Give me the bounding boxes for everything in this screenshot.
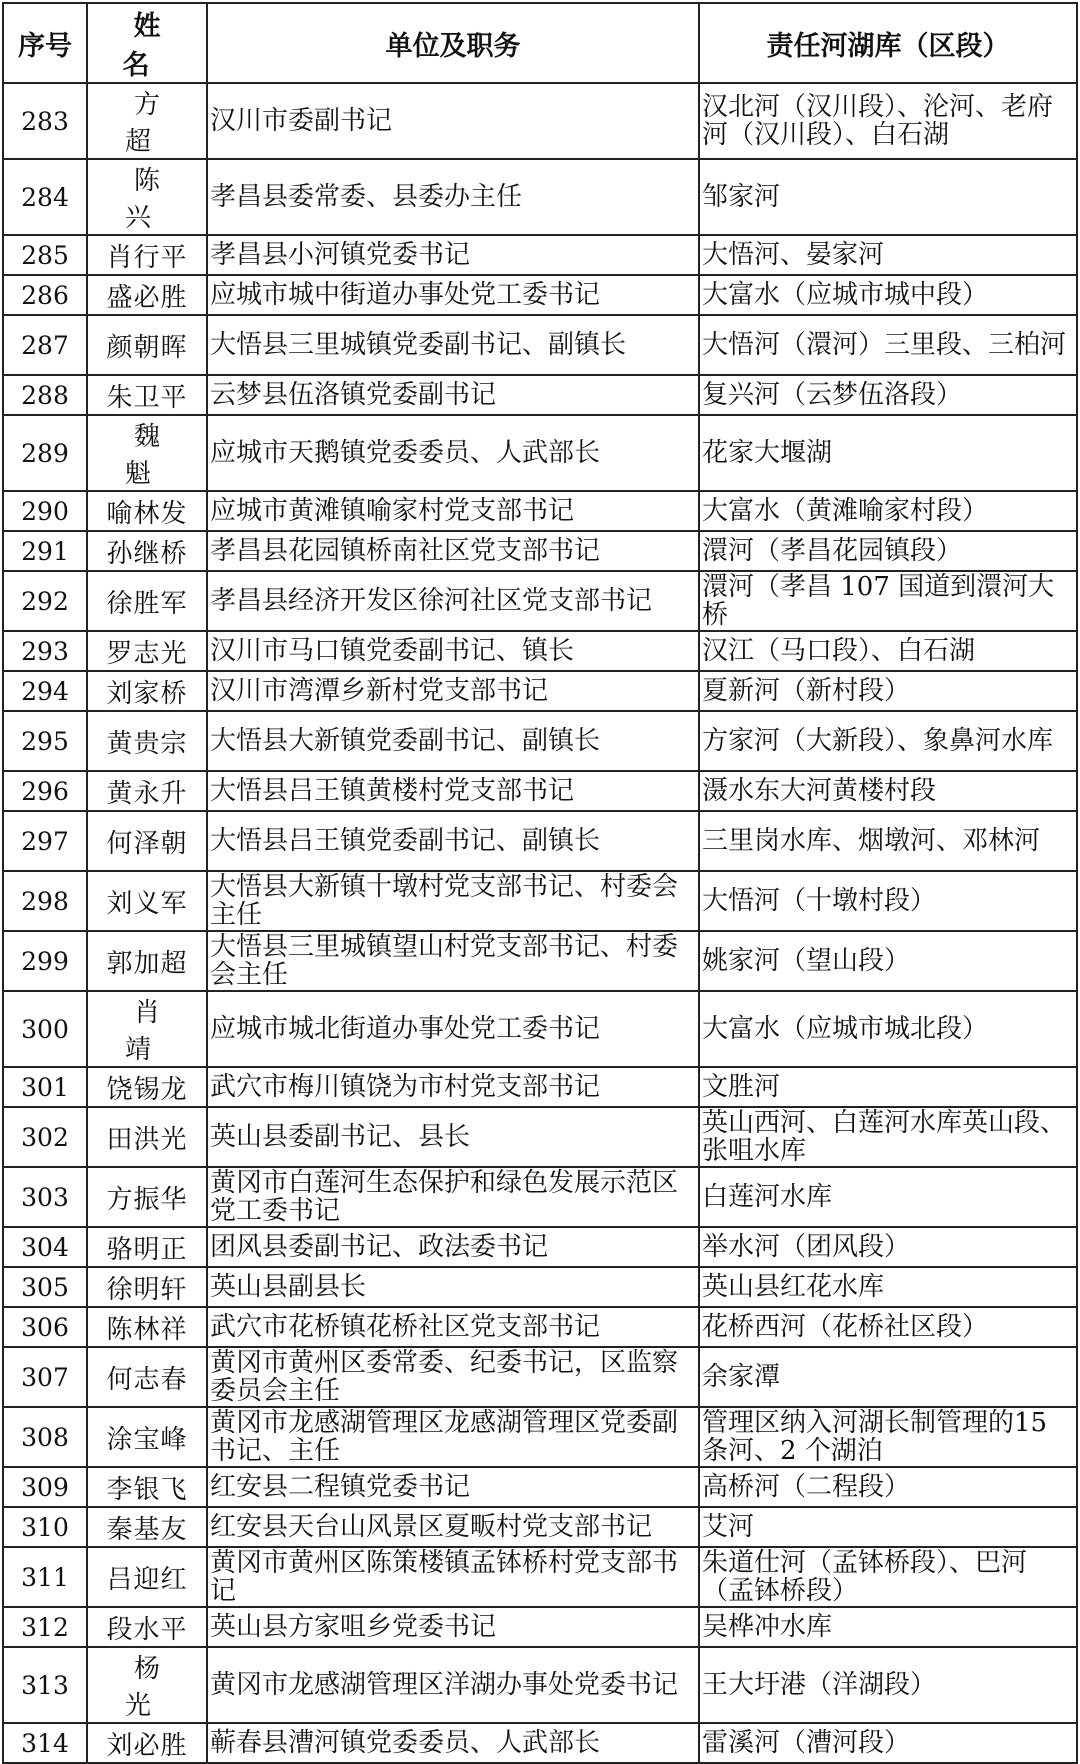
cell-serial-number: 294: [3, 671, 87, 711]
cell-serial-number: 288: [3, 375, 87, 415]
cell-name: 刘家桥: [87, 671, 207, 711]
table-row: [3, 771, 1077, 811]
cell-serial-number: 293: [3, 631, 87, 671]
table-row: [3, 991, 1077, 1067]
cell-unit-position: 大悟县大新镇党委副书记、副镇长: [207, 711, 699, 771]
cell-responsible-river: 花家大堰湖: [699, 415, 1077, 491]
cell-unit-position: 黄冈市黄州区委常委、纪委书记，区监察委员会主任: [207, 1347, 699, 1407]
cell-serial-number: 285: [3, 235, 87, 275]
cell-name: 陈林祥: [87, 1307, 207, 1347]
cell-responsible-river: 英山西河、白莲河水库英山段、张咀水库: [699, 1107, 1077, 1167]
cell-unit-position: 黄冈市龙感湖管理区洋湖办事处党委书记: [207, 1647, 699, 1723]
cell-unit-position: 大悟县吕王镇黄楼村党支部书记: [207, 771, 699, 811]
cell-serial-number: 284: [3, 159, 87, 235]
table-row: [3, 1547, 1077, 1607]
cell-responsible-river: 澴河（孝昌花园镇段）: [699, 531, 1077, 571]
cell-name: 魏 魁: [87, 415, 207, 491]
cell-name: 孙继桥: [87, 531, 207, 571]
table-row: [3, 1107, 1077, 1167]
cell-name: 何志春: [87, 1347, 207, 1407]
cell-unit-position: 应城市城北街道办事处党工委书记: [207, 991, 699, 1067]
cell-serial-number: 305: [3, 1267, 87, 1307]
table-row: [3, 1647, 1077, 1723]
table-row: [3, 571, 1077, 631]
cell-name: 何泽朝: [87, 811, 207, 871]
cell-name: 喻林发: [87, 491, 207, 531]
cell-responsible-river: 举水河（团风段）: [699, 1227, 1077, 1267]
cell-serial-number: 290: [3, 491, 87, 531]
cell-responsible-river: 姚家河（望山段）: [699, 931, 1077, 991]
cell-unit-position: 黄冈市白莲河生态保护和绿色发展示范区党工委书记: [207, 1167, 699, 1227]
cell-serial-number: 308: [3, 1407, 87, 1467]
cell-responsible-river: 大富水（应城市城北段）: [699, 991, 1077, 1067]
table-row: [3, 1227, 1077, 1267]
cell-serial-number: 297: [3, 811, 87, 871]
cell-name: 黄永升: [87, 771, 207, 811]
table-row: [3, 159, 1077, 235]
cell-name: 陈 兴: [87, 159, 207, 235]
cell-unit-position: 应城市天鹅镇党委委员、人武部长: [207, 415, 699, 491]
cell-serial-number: 310: [3, 1507, 87, 1547]
cell-name: 徐胜军: [87, 571, 207, 631]
cell-unit-position: 汉川市湾潭乡新村党支部书记: [207, 671, 699, 711]
cell-unit-position: 英山县方家咀乡党委书记: [207, 1607, 699, 1647]
table-row: [3, 1723, 1077, 1763]
table-row: [3, 931, 1077, 991]
cell-serial-number: 300: [3, 991, 87, 1067]
table-row: [3, 1167, 1077, 1227]
table-header-row: [3, 3, 1077, 83]
table-row: [3, 1267, 1077, 1307]
cell-serial-number: 289: [3, 415, 87, 491]
cell-responsible-river: 余家潭: [699, 1347, 1077, 1407]
cell-serial-number: 296: [3, 771, 87, 811]
cell-responsible-river: 英山县红花水库: [699, 1267, 1077, 1307]
cell-responsible-river: 滠水东大河黄楼村段: [699, 771, 1077, 811]
table-row: [3, 1407, 1077, 1467]
header-serial-number: 序号: [3, 3, 87, 83]
cell-unit-position: 孝昌县经济开发区徐河社区党支部书记: [207, 571, 699, 631]
cell-responsible-river: 汉北河（汉川段）、沦河、老府河（汉川段）、白石湖: [699, 83, 1077, 159]
cell-serial-number: 307: [3, 1347, 87, 1407]
cell-unit-position: 汉川市委副书记: [207, 83, 699, 159]
cell-unit-position: 英山县委副书记、县长: [207, 1107, 699, 1167]
cell-unit-position: 团风县委副书记、政法委书记: [207, 1227, 699, 1267]
cell-name: 刘义军: [87, 871, 207, 931]
cell-serial-number: 301: [3, 1067, 87, 1107]
table-row: [3, 631, 1077, 671]
cell-responsible-river: 朱道仕河（孟钵桥段）、巴河（孟钵桥段）: [699, 1547, 1077, 1607]
cell-unit-position: 大悟县大新镇十墩村党支部书记、村委会主任: [207, 871, 699, 931]
cell-serial-number: 302: [3, 1107, 87, 1167]
cell-name: 郭加超: [87, 931, 207, 991]
cell-name: 徐明轩: [87, 1267, 207, 1307]
cell-unit-position: 应城市黄滩镇喻家村党支部书记: [207, 491, 699, 531]
cell-responsible-river: 夏新河（新村段）: [699, 671, 1077, 711]
cell-responsible-river: 高桥河（二程段）: [699, 1467, 1077, 1507]
cell-serial-number: 303: [3, 1167, 87, 1227]
cell-responsible-river: 吴桦冲水库: [699, 1607, 1077, 1647]
table-row: [3, 811, 1077, 871]
cell-unit-position: 黄冈市黄州区陈策楼镇孟钵桥村党支部书记: [207, 1547, 699, 1607]
cell-serial-number: 311: [3, 1547, 87, 1607]
cell-responsible-river: 复兴河（云梦伍洛段）: [699, 375, 1077, 415]
river-chief-table: [2, 2, 1078, 1764]
table-row: [3, 871, 1077, 931]
cell-responsible-river: 雷溪河（漕河段）: [699, 1723, 1077, 1763]
cell-serial-number: 295: [3, 711, 87, 771]
cell-name: 骆明正: [87, 1227, 207, 1267]
cell-serial-number: 299: [3, 931, 87, 991]
cell-responsible-river: 管理区纳入河湖长制管理的15 条河、2 个湖泊: [699, 1407, 1077, 1467]
cell-serial-number: 283: [3, 83, 87, 159]
cell-responsible-river: 大悟河、晏家河: [699, 235, 1077, 275]
cell-name: 吕迎红: [87, 1547, 207, 1607]
cell-responsible-river: 花桥西河（花桥社区段）: [699, 1307, 1077, 1347]
cell-name: 李银飞: [87, 1467, 207, 1507]
header-responsible-river: 责任河湖库（区段）: [699, 3, 1077, 83]
cell-name: 盛必胜: [87, 275, 207, 315]
cell-responsible-river: 三里岗水库、烟墩河、邓林河: [699, 811, 1077, 871]
cell-unit-position: 应城市城中街道办事处党工委书记: [207, 275, 699, 315]
cell-name: 段水平: [87, 1607, 207, 1647]
cell-serial-number: 287: [3, 315, 87, 375]
cell-responsible-river: 王大圩港（洋湖段）: [699, 1647, 1077, 1723]
cell-name: 方 超: [87, 83, 207, 159]
table-row: [3, 375, 1077, 415]
cell-name: 黄贵宗: [87, 711, 207, 771]
header-unit-position: 单位及职务: [207, 3, 699, 83]
cell-responsible-river: 方家河（大新段）、象鼻河水库: [699, 711, 1077, 771]
cell-responsible-river: 大富水（应城市城中段）: [699, 275, 1077, 315]
cell-responsible-river: 白莲河水库: [699, 1167, 1077, 1227]
cell-responsible-river: 汉江（马口段）、白石湖: [699, 631, 1077, 671]
table-row: [3, 275, 1077, 315]
table-row: [3, 711, 1077, 771]
table-row: [3, 235, 1077, 275]
cell-unit-position: 孝昌县花园镇桥南社区党支部书记: [207, 531, 699, 571]
cell-responsible-river: 文胜河: [699, 1067, 1077, 1107]
cell-unit-position: 汉川市马口镇党委副书记、镇长: [207, 631, 699, 671]
header-name: 姓 名: [87, 3, 207, 83]
cell-serial-number: 306: [3, 1307, 87, 1347]
table-row: [3, 1507, 1077, 1547]
cell-unit-position: 大悟县三里城镇党委副书记、副镇长: [207, 315, 699, 375]
cell-responsible-river: 澴河（孝昌 107 国道到澴河大桥: [699, 571, 1077, 631]
table-row: [3, 1467, 1077, 1507]
cell-unit-position: 红安县二程镇党委书记: [207, 1467, 699, 1507]
table-row: [3, 531, 1077, 571]
cell-serial-number: 291: [3, 531, 87, 571]
cell-name: 涂宝峰: [87, 1407, 207, 1467]
cell-name: 刘必胜: [87, 1723, 207, 1763]
table-row: [3, 415, 1077, 491]
cell-unit-position: 英山县副县长: [207, 1267, 699, 1307]
table-row: [3, 671, 1077, 711]
table-row: [3, 1347, 1077, 1407]
cell-serial-number: 286: [3, 275, 87, 315]
cell-unit-position: 孝昌县小河镇党委书记: [207, 235, 699, 275]
cell-unit-position: 武穴市花桥镇花桥社区党支部书记: [207, 1307, 699, 1347]
table-row: [3, 1307, 1077, 1347]
cell-serial-number: 309: [3, 1467, 87, 1507]
cell-serial-number: 292: [3, 571, 87, 631]
cell-unit-position: 大悟县吕王镇党委副书记、副镇长: [207, 811, 699, 871]
cell-serial-number: 312: [3, 1607, 87, 1647]
cell-serial-number: 313: [3, 1647, 87, 1723]
cell-unit-position: 红安县天台山风景区夏畈村党支部书记: [207, 1507, 699, 1547]
cell-responsible-river: 艾河: [699, 1507, 1077, 1547]
cell-name: 肖 靖: [87, 991, 207, 1067]
table-row: [3, 491, 1077, 531]
cell-name: 杨 光: [87, 1647, 207, 1723]
table-row: [3, 315, 1077, 375]
cell-responsible-river: 邹家河: [699, 159, 1077, 235]
cell-unit-position: 武穴市梅川镇饶为市村党支部书记: [207, 1067, 699, 1107]
cell-responsible-river: 大悟河（澴河）三里段、三柏河: [699, 315, 1077, 375]
cell-unit-position: 黄冈市龙感湖管理区龙感湖管理区党委副书记、主任: [207, 1407, 699, 1467]
table-row: [3, 83, 1077, 159]
cell-serial-number: 314: [3, 1723, 87, 1763]
cell-name: 方振华: [87, 1167, 207, 1227]
cell-unit-position: 蕲春县漕河镇党委委员、人武部长: [207, 1723, 699, 1763]
cell-serial-number: 298: [3, 871, 87, 931]
cell-responsible-river: 大富水（黄滩喻家村段）: [699, 491, 1077, 531]
table-row: [3, 1067, 1077, 1107]
cell-unit-position: 大悟县三里城镇望山村党支部书记、村委会主任: [207, 931, 699, 991]
cell-name: 颜朝晖: [87, 315, 207, 375]
cell-name: 朱卫平: [87, 375, 207, 415]
cell-name: 秦基友: [87, 1507, 207, 1547]
table-row: [3, 1607, 1077, 1647]
cell-serial-number: 304: [3, 1227, 87, 1267]
cell-name: 肖行平: [87, 235, 207, 275]
cell-unit-position: 孝昌县委常委、县委办主任: [207, 159, 699, 235]
cell-name: 田洪光: [87, 1107, 207, 1167]
cell-responsible-river: 大悟河（十墩村段）: [699, 871, 1077, 931]
table-body: [3, 83, 1077, 1763]
cell-name: 罗志光: [87, 631, 207, 671]
cell-name: 饶锡龙: [87, 1067, 207, 1107]
cell-unit-position: 云梦县伍洛镇党委副书记: [207, 375, 699, 415]
